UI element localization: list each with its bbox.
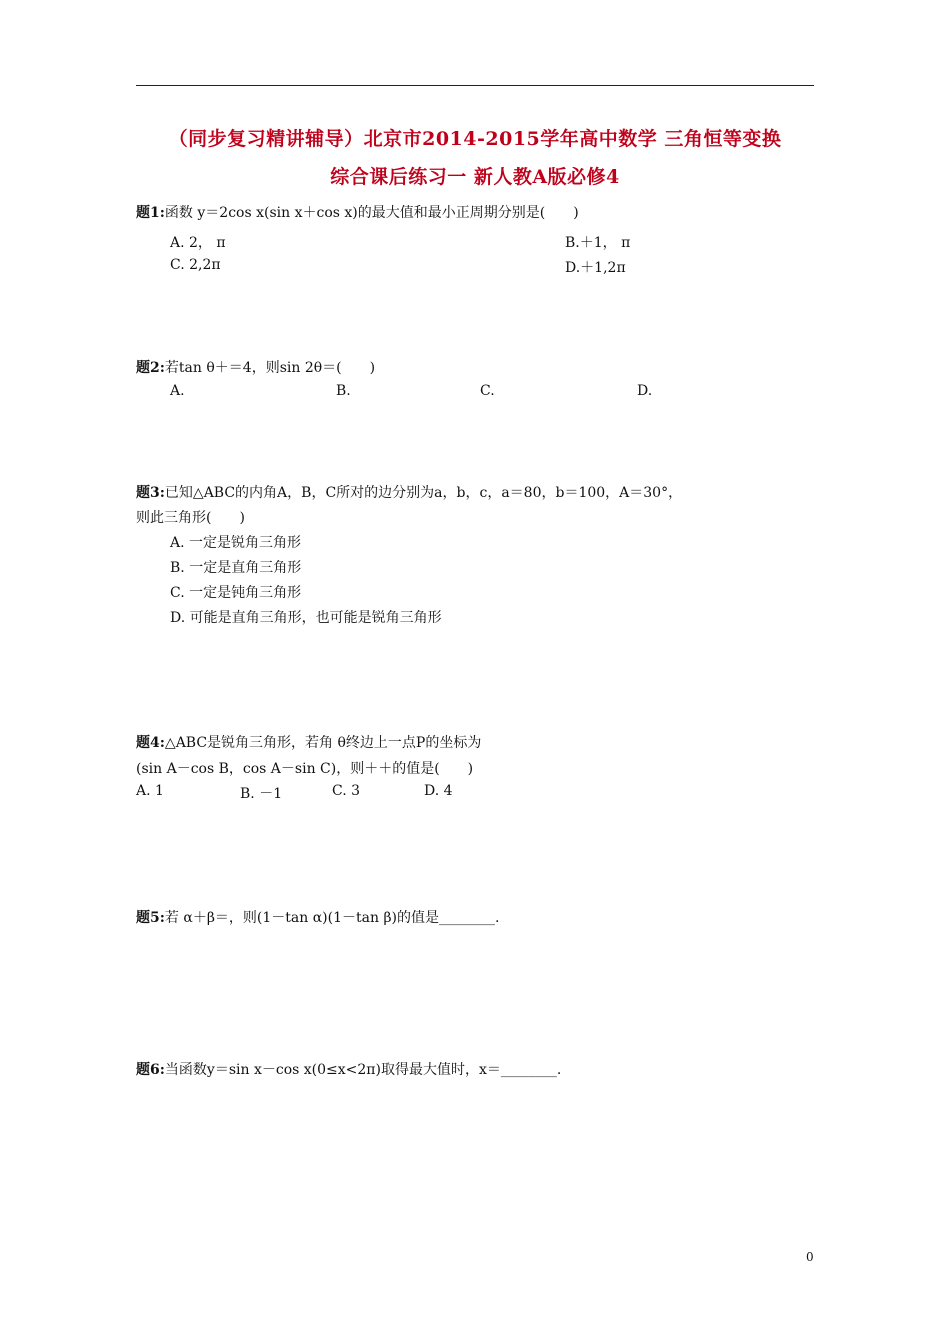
question-5 xyxy=(136,907,499,927)
option-c: C. 一定是钝角三角形 xyxy=(170,585,302,601)
question-label: 题5: xyxy=(136,910,165,926)
option-b: B. －1 xyxy=(240,786,283,802)
question-text: 当函数y＝sin x－cos x(0≤x<2π)取得最大值时，x＝________. xyxy=(164,1062,562,1078)
question-4 xyxy=(136,732,481,752)
question-text-continued: 则此三角形( ) xyxy=(136,510,245,526)
option-a: A. 1 xyxy=(136,783,164,799)
option-b: B.＋1， π xyxy=(565,235,631,251)
question-label: 题1: xyxy=(136,205,165,221)
header-rule xyxy=(136,85,814,86)
question-label: 题3: xyxy=(136,485,165,501)
question-3 xyxy=(136,482,682,502)
option-b: B. xyxy=(336,383,351,399)
question-text: 若tan θ＋＝4，则sin 2θ＝( ) xyxy=(164,360,376,376)
question-6 xyxy=(136,1059,561,1079)
option-c: C. 3 xyxy=(332,783,361,799)
option-d: D. 4 xyxy=(424,783,453,799)
question-text: 函数 y＝2cos x(sin x＋cos x)的最大值和最小正周期分别是( ) xyxy=(164,205,579,221)
option-d: D. 可能是直角三角形，也可能是锐角三角形 xyxy=(170,610,442,626)
page-title-line-1: （同步复习精讲辅导）北京市2014-2015学年高中数学 三角恒等变换 xyxy=(168,128,782,150)
option-c: C. 2,2π xyxy=(170,257,221,273)
question-2 xyxy=(136,357,375,377)
question-text: 若 α＋β＝，则(1－tan α)(1－tan β)的值是________. xyxy=(164,910,500,926)
option-a: A. 2， π xyxy=(170,235,226,251)
option-a: A. 一定是锐角三角形 xyxy=(170,535,302,551)
option-b: B. 一定是直角三角形 xyxy=(170,560,302,576)
question-text: 已知△ABC的内角A，B，C所对的边分别为a，b，c，a＝80，b＝100，A＝30°， xyxy=(164,485,683,501)
option-a: A. xyxy=(170,383,185,399)
page-title-line-2: 综合课后练习一 新人教A版必修4 xyxy=(330,166,620,188)
option-d: D. xyxy=(637,383,653,399)
question-label: 题6: xyxy=(136,1062,165,1078)
option-d: D.＋1,2π xyxy=(565,260,626,276)
question-label: 题2: xyxy=(136,360,165,376)
page-number: 0 xyxy=(806,1250,814,1264)
question-text-continued: (sin A－cos B，cos A－sin C)，则＋＋的值是( ) xyxy=(136,761,474,777)
question-text: △ABC是锐角三角形，若角 θ终边上一点P的坐标为 xyxy=(164,735,482,751)
option-c: C. xyxy=(480,383,495,399)
question-label: 题4: xyxy=(136,735,165,751)
question-1 xyxy=(136,202,579,222)
